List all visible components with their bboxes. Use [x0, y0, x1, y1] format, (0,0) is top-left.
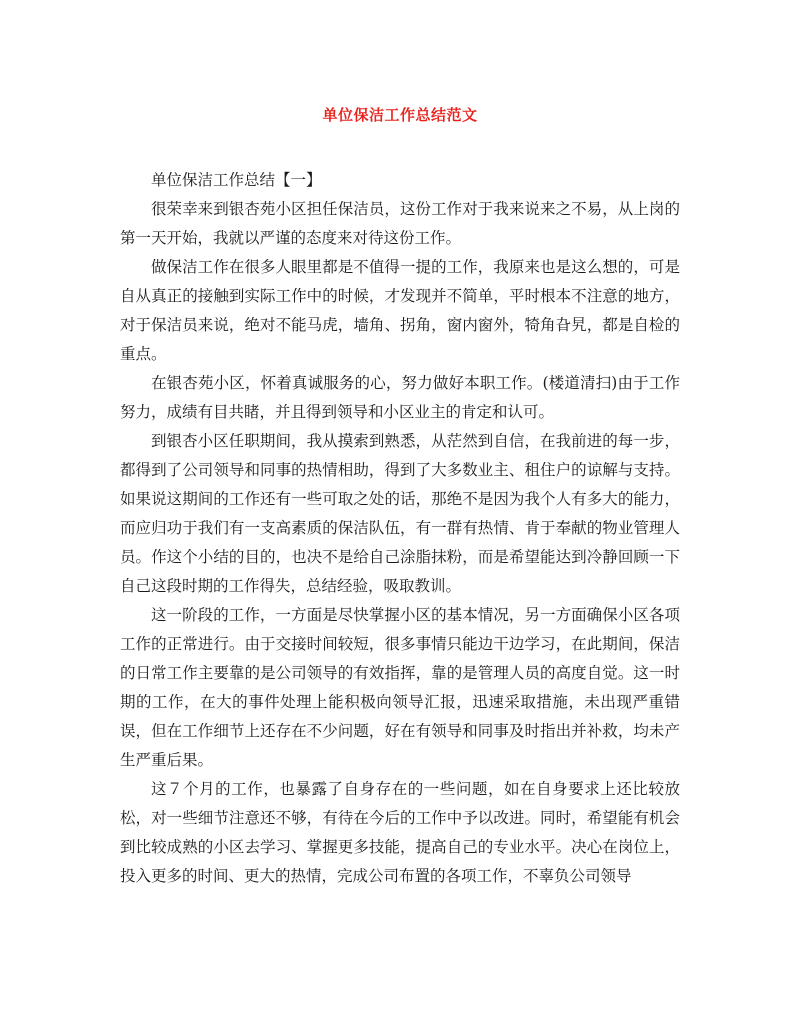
paragraph-3: 在银杏苑小区，怀着真诚服务的心，努力做好本职工作。(楼道清扫)由于工作努力，成绩有目共睹，并且得到领导和小区业主的肯定和认可。 [120, 374, 680, 421]
document-body [120, 166, 680, 891]
paragraph-6: 这７个月的工作，也暴露了自身存在的一些问题，如在自身要求上还比较放松，对一些细节注意还不够，有待在今后的工作中予以改进。同时，希望能有机会到比较成熟的小区去学习、掌握更多技能，提高自己的专业水平。决心在岗位上，投入更多的时间、更大的热情，完成公司布置的各项工作，不辜负公司领导 [120, 780, 680, 885]
paragraph-1: 很荣幸来到银杏苑小区担任保洁员，这份工作对于我来说来之不易，从上岗的第一天开始，我就以严谨的态度来对待这份工作。 [120, 200, 680, 247]
paragraph-2: 做保洁工作在很多人眼里都是不值得一提的工作，我原来也是这么想的，可是自从真正的接触到实际工作中的时候，才发现并不简单，平时根本不注意的地方，对于保洁员来说，绝对不能马虎，墙角、拐角，窗内窗外，犄角旮旯，都是自检的重点。 [120, 258, 680, 363]
section-heading: 单位保洁工作总结【一】 [151, 171, 322, 189]
paragraph-5: 这一阶段的工作，一方面是尽快掌握小区的基本情况，另一方面确保小区各项工作的正常进行。由于交接时间较短，很多事情只能边干边学习，在此期间，保洁的日常工作主要靠的是公司领导的有效指挥，靠的是管理人员的高度自觉。这一时期的工作，在大的事件处理上能积极向领导汇报，迅速采取措施，未出现严重错误，但在工作细节上还存在不少问题，好在有领导和同事及时指出并补救，均未产生严重后果。 [120, 606, 680, 769]
document-title: 单位保洁工作总结范文 [322, 106, 478, 124]
paragraph-4: 到银杏小区任职期间，我从摸索到熟悉，从茫然到自信，在我前进的每一步，都得到了公司领导和同事的热情相助，得到了大多数业主、租住户的谅解与支持。如果说这期间的工作还有一些可取之处的话，那绝不是因为我个人有多大的能力，而应归功于我们有一支高素质的保洁队伍，有一群有热情、肯于奉献的物业管理人员。作这个小结的目的，也决不是给自己涂脂抹粉，而是希望能达到冷静回顾一下自己这段时期的工作得失，总结经验，吸取教训。 [120, 432, 680, 595]
